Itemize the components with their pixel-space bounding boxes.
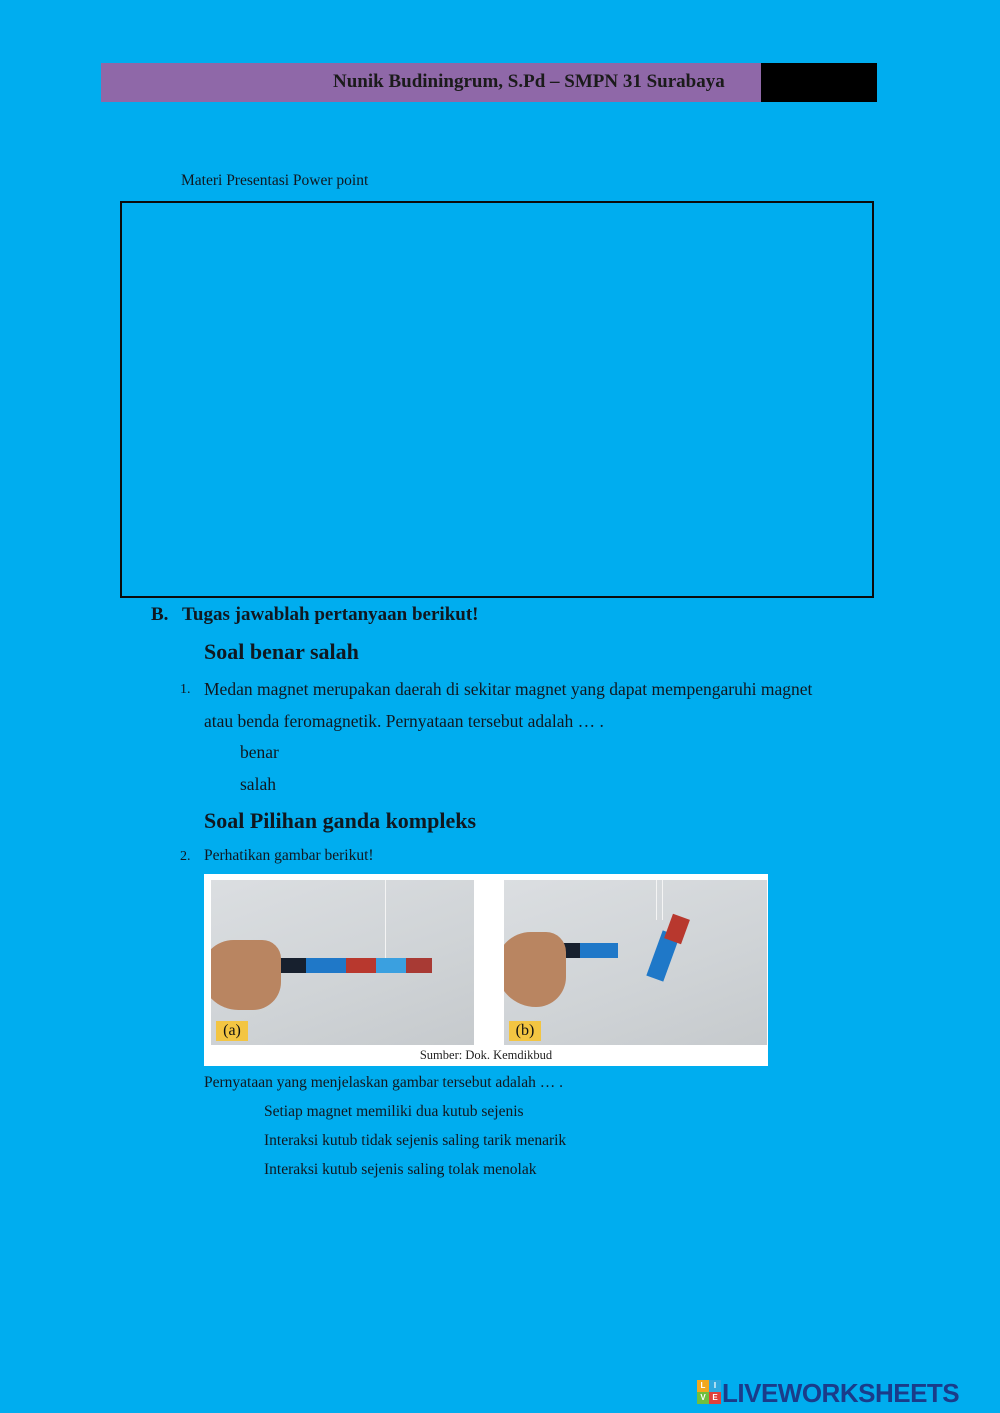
label-a: (a)	[216, 1021, 248, 1041]
heading-soal-benar-salah: Soal benar salah	[204, 639, 359, 664]
magnet-red-segment	[346, 958, 376, 973]
magnet-blue-segment	[580, 943, 618, 958]
question-1-line1: Medan magnet merupakan daerah di sekitar magnet yang dapat mempengaruhi magnet	[204, 679, 813, 699]
section-title: Tugas jawablah pertanyaan berikut!	[182, 604, 479, 625]
hanging-string-right	[662, 880, 663, 920]
tilted-magnet-red	[664, 914, 690, 945]
materi-label: Materi Presentasi Power point	[181, 172, 369, 189]
magnet-red-end-segment	[406, 958, 432, 973]
powerpoint-embed-frame[interactable]	[120, 201, 874, 598]
hanging-string	[385, 880, 386, 960]
choice-benar[interactable]: benar	[240, 742, 279, 762]
hand	[504, 932, 566, 1007]
question-2-prompt: Pernyataan yang menjelaskan gambar tersebut adalah … .	[204, 1074, 563, 1091]
section-b-heading	[151, 604, 479, 626]
magnet-blue-segment	[306, 958, 346, 973]
question-2-number: 2.	[180, 849, 191, 864]
choice-option-3[interactable]: Interaksi kutub sejenis saling tolak menolak	[264, 1161, 537, 1178]
choice-option-2[interactable]: Interaksi kutub tidak sejenis saling tarik menarik	[264, 1132, 567, 1149]
hanging-string-left	[656, 880, 657, 920]
magnet-figure	[204, 874, 768, 1066]
liveworksheets-wordmark: LIVEWORKSHEETS	[722, 1378, 960, 1408]
question-1-line2: atau benda feromagnetik. Pernyataan tersebut adalah … .	[204, 711, 604, 731]
photo-a-magnets-attract	[211, 880, 474, 1045]
section-letter: B.	[151, 604, 169, 625]
choice-option-1[interactable]: Setiap magnet memiliki dua kutub sejenis	[264, 1103, 524, 1120]
header-bar	[101, 63, 877, 102]
hand	[211, 940, 281, 1010]
header-black-block	[761, 63, 877, 102]
magnet-light-blue-segment	[376, 958, 406, 973]
author-title: Nunik Budiningrum, S.Pd – SMPN 31 Surabaya	[333, 71, 725, 92]
choice-salah[interactable]: salah	[240, 774, 276, 794]
question-1-number: 1.	[180, 682, 191, 697]
photo-b-magnets-repel	[504, 880, 767, 1045]
heading-soal-pg-kompleks: Soal Pilihan ganda kompleks	[204, 808, 477, 833]
liveworksheets-cube-icon: L I V E	[697, 1380, 721, 1404]
figure-caption: Sumber: Dok. Kemdikbud	[419, 1048, 553, 1062]
question-2-instruction: Perhatikan gambar berikut!	[204, 847, 374, 864]
liveworksheets-logo[interactable]	[697, 1378, 995, 1408]
label-b: (b)	[509, 1021, 541, 1041]
